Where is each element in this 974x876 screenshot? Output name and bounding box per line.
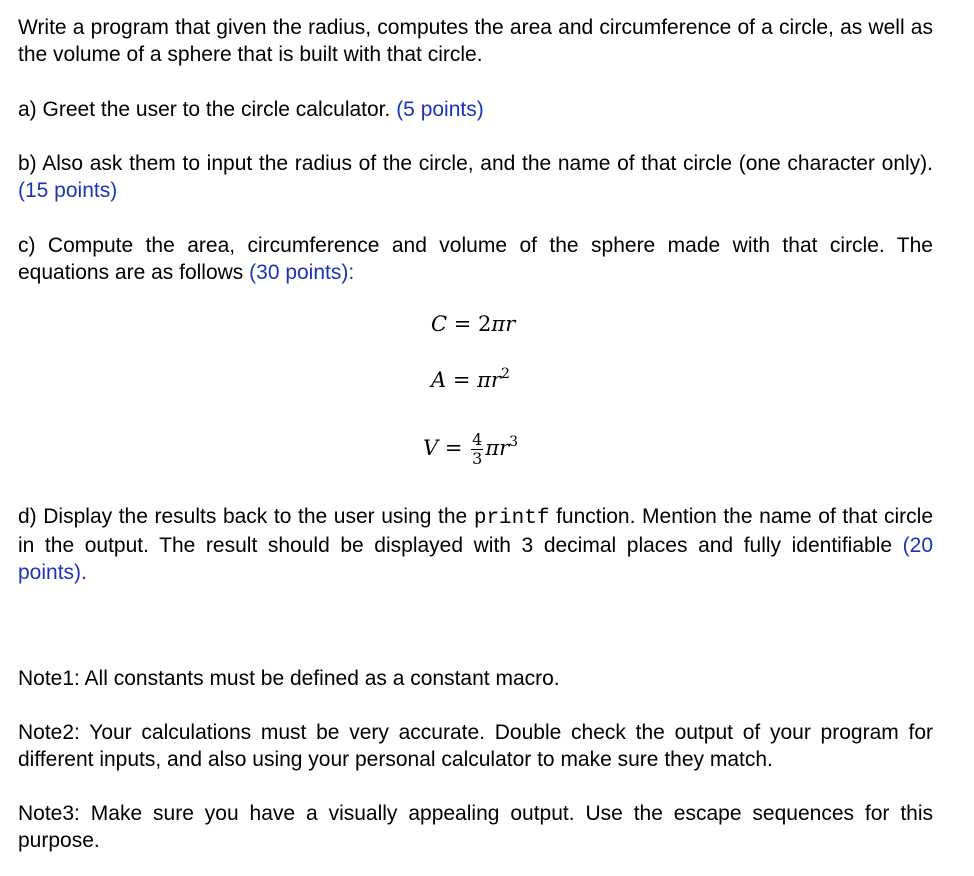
circumference-equals: =	[447, 312, 479, 336]
part-c-points: (30 points):	[249, 261, 355, 284]
note3-text: Note3: Make sure you have a visually appealing output. Use the escape sequences for this purpose.	[18, 802, 933, 852]
note1-paragraph	[18, 665, 560, 692]
part-b-text: b) Also ask them to input the radius of the circle, and the name of that circle (one character only).	[18, 152, 933, 175]
volume-equation	[423, 432, 518, 467]
part-a-text: a) Greet the user to the circle calculator.	[18, 98, 397, 121]
note3-paragraph	[18, 800, 933, 854]
part-b-points: (15 points)	[18, 179, 118, 202]
volume-lhs: V	[423, 436, 439, 460]
area-exponent: 2	[500, 366, 510, 382]
part-d-text-after: function. Mention the name of that circle in the output. The result should be displayed with 3 decimal places and fully identifiable	[18, 505, 933, 557]
area-lhs: A	[431, 368, 447, 392]
part-d-paragraph	[18, 503, 933, 586]
part-a-paragraph	[18, 96, 484, 123]
volume-rhs: πr	[485, 436, 510, 460]
area-equation	[431, 366, 510, 392]
area-rhs: πr	[477, 368, 501, 392]
volume-fraction	[471, 432, 483, 467]
note2-text: Note2: Your calculations must be very accurate. Double check the output of your program for different inputs, and also using your personal calculator to make sure they match.	[18, 721, 933, 771]
part-a-points: (5 points)	[396, 98, 484, 121]
note1-text: Note1: All constants must be defined as a constant macro.	[18, 667, 560, 690]
note2-paragraph	[18, 719, 933, 773]
volume-equals: =	[438, 436, 470, 460]
circumference-rhs: πr	[491, 312, 516, 336]
intro-text: Write a program that given the radius, computes the area and circumference of a circle, as well as the volume of a sphere that is built with that circle.	[18, 16, 933, 66]
part-d-points: (20 points).	[18, 534, 933, 584]
volume-fraction-numerator: 4	[472, 430, 483, 449]
volume-fraction-denominator: 3	[472, 449, 483, 468]
circumference-equation	[431, 312, 515, 336]
circumference-coefficient: 2	[478, 312, 492, 336]
circumference-lhs: C	[431, 312, 448, 336]
part-b-paragraph	[18, 150, 933, 204]
volume-exponent: 3	[509, 434, 519, 450]
part-c-paragraph	[18, 232, 933, 286]
area-equals: =	[446, 368, 478, 392]
part-c-text: c) Compute the area, circumference and volume of the sphere made with that circle. The equations are as follows	[18, 234, 933, 284]
printf-code: printf	[473, 507, 550, 530]
part-d-text-before: d) Display the results back to the user using the	[18, 505, 474, 528]
intro-paragraph	[18, 14, 933, 68]
